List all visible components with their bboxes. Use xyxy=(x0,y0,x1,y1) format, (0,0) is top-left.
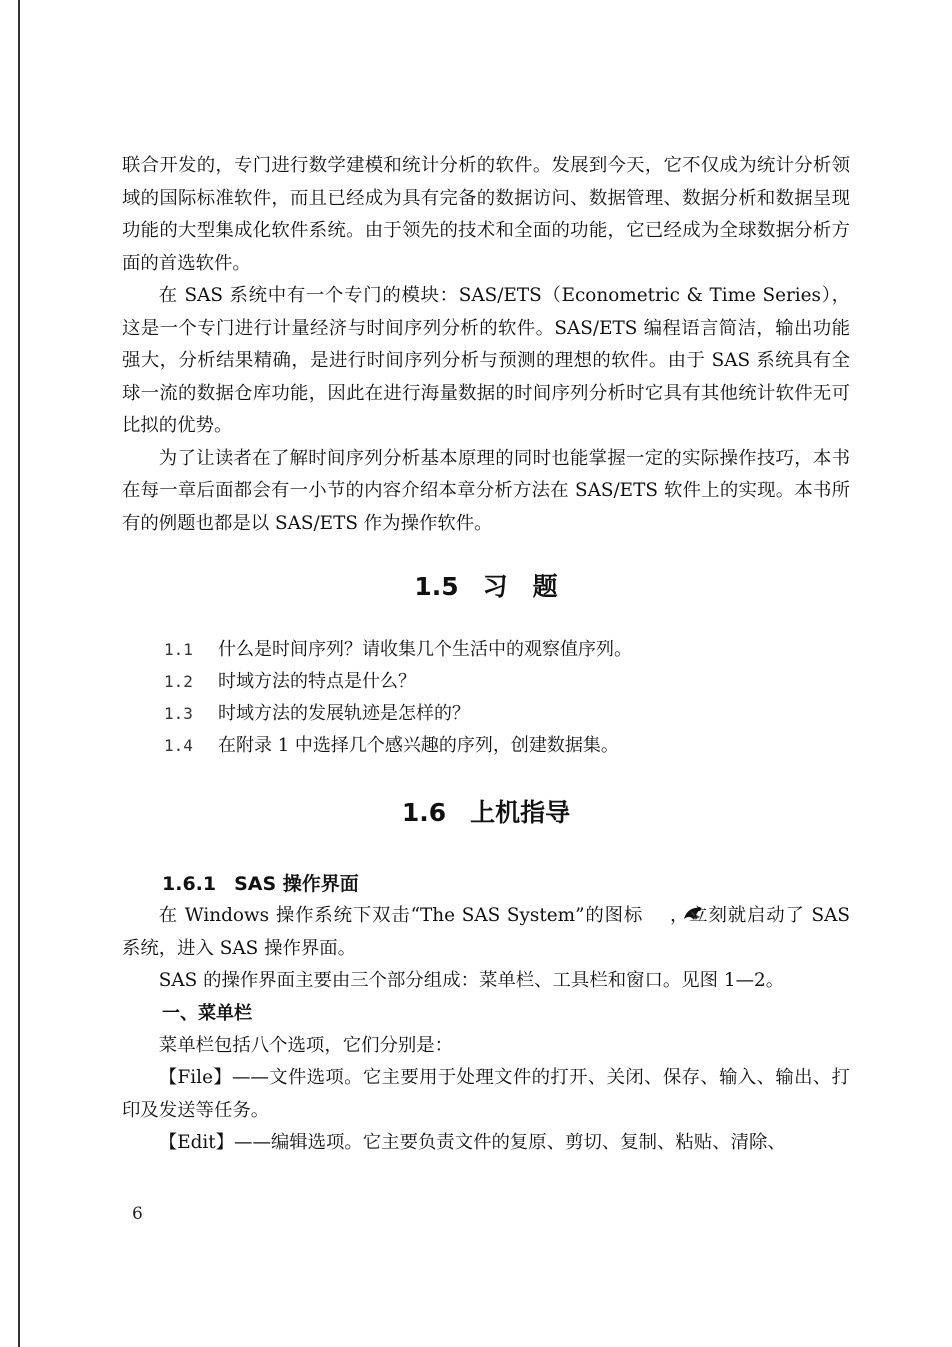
interface-paragraph: SAS 的操作界面主要由三个部分组成：菜单栏、工具栏和窗口。见图 1—2。 xyxy=(158,970,785,991)
section-1-5-heading xyxy=(122,562,850,612)
subsection-1-6-1-heading xyxy=(122,868,850,900)
section-1-6-heading xyxy=(122,788,850,838)
exercise-item xyxy=(122,698,850,730)
subsection-number: 1.6.1 xyxy=(162,873,217,895)
menu-bar-heading: 一、菜单栏 xyxy=(162,1002,252,1024)
sas-system-icon xyxy=(645,902,667,920)
menu-intro-paragraph: 菜单栏包括八个选项，它们分别是： xyxy=(158,1034,454,1056)
edit-menu-paragraph: 【Edit】——编辑选项。它主要负责文件的复原、剪切、复制、粘贴、清除、 xyxy=(158,1132,786,1153)
exercise-number: 1.1 xyxy=(164,640,193,659)
section-1-6-title: 上机指导 xyxy=(470,798,571,827)
intro-paragraph-2: 在 SAS 系统中有一个专门的模块：SAS/ETS（Econometric & Time Series），这是一个专门进行计量经济与时间序列分析的软件。SAS/ETS 编程语言简洁，输出功能强大，分析结果精确，是进行时间序列分析与预测的理想的软件。由于 SAS 系统具有全球一流的数据仓库功能，因此在进行海量数据的时间序列分析时它具有其他统计软件无可比拟的优势。 xyxy=(122,285,850,436)
exercise-text: 在附录 1 中选择几个感兴趣的序列，创建数据集。 xyxy=(218,735,619,756)
section-1-5-number: 1.5 xyxy=(414,572,459,601)
exercise-number: 1.2 xyxy=(164,672,193,691)
exercise-text: 什么是时间序列？请收集几个生活中的观察值序列。 xyxy=(218,639,632,660)
section-1-5-title: 习 题 xyxy=(482,572,558,601)
exercise-number: 1.4 xyxy=(164,736,193,755)
exercise-list xyxy=(122,634,850,762)
intro-paragraph-3: 为了让读者在了解时间序列分析基本原理的同时也能掌握一定的实际操作技巧，本书在每一章后面都会有一小节的内容介绍本章分析方法在 SAS/ETS 软件上的实现。本书所有的例题也都是以 SAS/ETS 作为操作软件。 xyxy=(122,447,850,534)
subsection-title: SAS 操作界面 xyxy=(234,873,359,895)
exercise-item xyxy=(122,666,850,698)
exercise-number: 1.3 xyxy=(164,704,193,723)
exercise-text: 时域方法的发展轨迹是怎样的？ xyxy=(218,703,470,724)
page-left-border xyxy=(18,0,20,1347)
exercise-item xyxy=(122,730,850,762)
exercise-text: 时域方法的特点是什么？ xyxy=(218,671,416,692)
section-1-6-number: 1.6 xyxy=(401,798,447,827)
launch-text-before: 在 Windows 操作系统下双击“The SAS System”的图标 xyxy=(158,905,644,926)
intro-paragraph-1: 联合开发的，专门进行数学建模和统计分析的软件。发展到今天，它不仅成为统计分析领域的国际标准软件，而且已经成为具有完备的数据访问、数据管理、数据分析和数据呈现功能的大型集成化软件系统。由于领先的技术和全面的功能，它已经成为全球数据分析方面的首选软件。 xyxy=(122,155,850,274)
page-content xyxy=(122,150,850,1160)
launch-text-after: ，立刻就启动了 SAS 系统，进入 SAS 操作界面。 xyxy=(122,905,850,959)
page-number: 6 xyxy=(132,1204,143,1224)
exercise-item xyxy=(122,634,850,666)
launch-paragraph xyxy=(122,900,850,965)
file-menu-paragraph: 【File】——文件选项。它主要用于处理文件的打开、关闭、保存、输入、输出、打印及发送等任务。 xyxy=(122,1067,850,1121)
